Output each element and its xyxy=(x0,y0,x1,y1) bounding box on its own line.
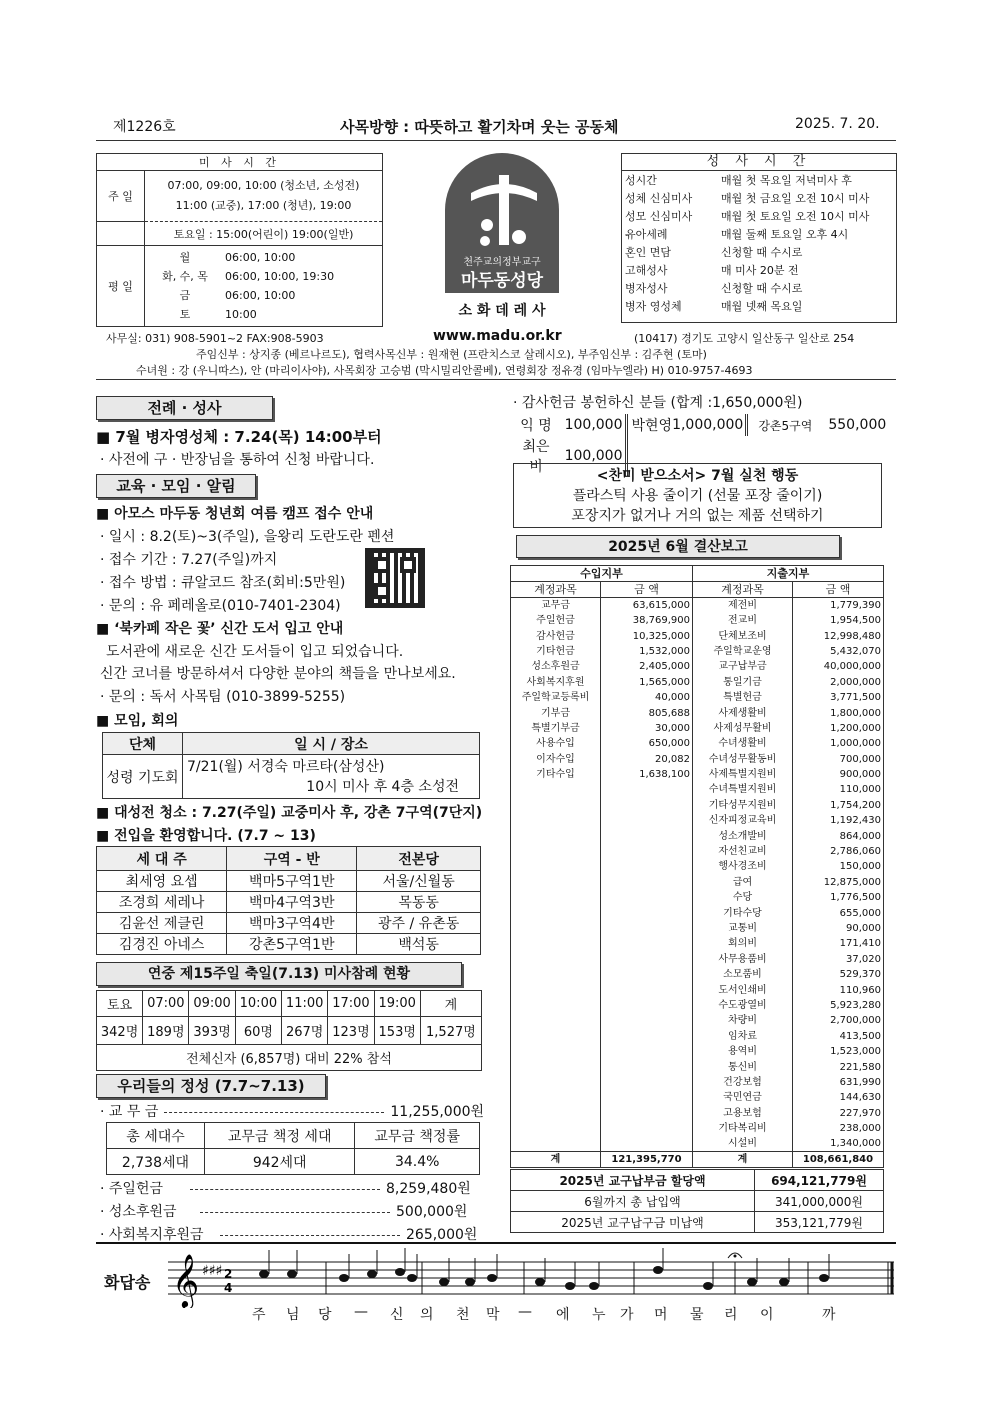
lyric-syllable: 물 xyxy=(690,1307,704,1323)
sacrament-row: 성시간 매월 첫 목요일 저녁미사 후 xyxy=(625,174,852,187)
finance-row: 자선친교비 2,786,060 xyxy=(511,844,884,859)
issue-number: 제1226호 xyxy=(113,119,176,135)
note-head xyxy=(465,1278,475,1286)
dues-table: 총 세대수 교무금 책정 세대 교무금 책정률 2,738세대 942세대 34.4% xyxy=(106,1122,480,1175)
finance-row: 임차료 413,500 xyxy=(511,1029,884,1044)
finance-row: 시설비 1,340,000 xyxy=(511,1136,884,1152)
hymn-lyrics xyxy=(168,1304,868,1324)
sacraments-box xyxy=(621,153,897,323)
finance-row: 사용수입 650,000 수녀생활비 1,000,000 xyxy=(511,736,884,751)
sunday-line-2: 11:00 (교중), 17:00 (청년), 19:00 xyxy=(175,199,352,212)
sacraments-title: 성 사 시 간 xyxy=(622,154,896,171)
offering-row: · 사회복지후원금 265,000원 xyxy=(100,1227,478,1243)
finance-row: 건강보험 631,990 xyxy=(511,1075,884,1090)
finance-row: 고용보험 227,970 xyxy=(511,1106,884,1121)
finance-row: 용역비 1,523,000 xyxy=(511,1044,884,1059)
lyric-syllable: — xyxy=(354,1304,368,1320)
finance-row: 특별기부금 30,000 사제성무활비 1,200,000 xyxy=(511,721,884,736)
attendance-table: 토요 07:00 09:00 10:00 11:00 17:00 19:00 계 342명 189명 393명 60명 267명 123명 153명 1,527명 전체신자 (6,857명) 대비 22% 참석 xyxy=(96,990,482,1071)
finance-row: 차량비 2,700,000 xyxy=(511,1013,884,1028)
lyric-syllable: 신 xyxy=(390,1307,404,1323)
note-head xyxy=(395,1268,405,1276)
parish-logo xyxy=(445,153,559,293)
saturday-line: 토요일 : 15:00(어린이) 19:00(일반) xyxy=(145,222,383,246)
gyomugeum-row: · 교 무 금 11,255,000원 xyxy=(100,1104,485,1120)
finance-row: 기타수당 655,000 xyxy=(511,905,884,920)
sunday-label: 주 일 xyxy=(97,171,145,222)
finance-row: 행사경조비 150,000 xyxy=(511,859,884,874)
thanks-table: 익 명 100,000 박현영 1,000,000 강촌5구역 550,000 최은비 100,000 xyxy=(516,414,886,476)
address: (10417) 경기도 고양시 일산동구 일산로 254 xyxy=(634,332,855,345)
offering-title: 우리들의 정성 (7.7~7.13) xyxy=(96,1074,326,1098)
finance-row: 회의비 171,410 xyxy=(511,936,884,951)
book-line: · 문의 : 독서 사목팀 (010-3899-5255) xyxy=(100,689,346,705)
finance-row: 기타복리비 238,000 xyxy=(511,1121,884,1136)
liturgy-section-title: 전례 · 성사 xyxy=(96,396,273,420)
attendance-title: 연중 제15주일 축일(7.13) 미사참례 현황 xyxy=(96,962,462,986)
sacrament-row: 유아세례 매월 둘째 토요일 오후 4시 xyxy=(625,228,849,241)
finance-row: 성소개발비 864,000 xyxy=(511,828,884,843)
qr-code-icon[interactable] xyxy=(365,548,425,608)
lyric-syllable: — xyxy=(518,1304,532,1320)
camp-line: · 접수 방법 : 큐알코드 참조(회비:5만원) xyxy=(100,575,346,591)
lyric-syllable: 머 xyxy=(654,1307,668,1323)
note-head xyxy=(439,1278,449,1286)
attendance-summary: 전체신자 (6,857명) 대비 22% 참석 xyxy=(97,1045,482,1071)
header-rule xyxy=(96,140,896,141)
finance-row: 기부금 805,688 사제생활비 1,800,000 xyxy=(511,705,884,720)
finance-summary: 2025년 교구납부금 할당액 694,121,779원 6월까지 총 납입액 341,000,000원 2025년 교구납구금 미납액 353,121,779원 xyxy=(510,1169,884,1233)
thanks-title: · 감사헌금 봉헌하신 분들 (합계 :1,650,000원) xyxy=(513,395,803,411)
finance-row: 국민연금 144,630 xyxy=(511,1090,884,1105)
welcome-row: 최세영 요셉 백마5구역1반 서울/신월동 xyxy=(97,871,481,892)
patron-saint: 소 화 데 레 사 xyxy=(458,303,546,319)
book-line: 도서관에 새로운 신간 도서들이 입고 되었습니다. xyxy=(106,644,404,660)
finance-row: 기타성무지원비 1,754,200 xyxy=(511,798,884,813)
issue-date: 2025. 7. 20. xyxy=(795,116,880,132)
welcome-table: 세 대 주 구역 - 반 전본당 최세영 요셉 백마5구역1반 서울/신월동 조경희 세레나 백마4구역3반 목동동 김윤선 제클린 백마3구역4반 광주 / 유촌동 김경진 아네스 강촌5구역1반 백석동 xyxy=(96,846,481,955)
sacrament-row: 고해성사 매 미사 20분 전 xyxy=(625,264,799,277)
sacrament-row: 성체 신심미사 매월 첫 금요일 오전 10시 미사 xyxy=(625,192,870,205)
camp-line: · 일시 : 8.2(토)~3(주일), 을왕리 도란도란 펜션 xyxy=(100,529,395,545)
sick-communion-note: · 사전에 구 · 반장님을 통하여 신청 바랍니다. xyxy=(100,452,375,468)
sick-communion-notice: ■ 7월 병자영성체 : 7.24(목) 14:00부터 xyxy=(96,428,382,446)
hymn-label: 화답송 xyxy=(104,1273,151,1292)
finance-row: 수도광열비 5,923,280 xyxy=(511,998,884,1013)
note-head xyxy=(653,1266,663,1274)
sunday-line-1: 07:00, 09:00, 10:00 (청소년, 소성전) xyxy=(167,179,360,192)
camp-line: · 문의 : 유 페레올로(010-7401-2304) xyxy=(100,598,341,614)
note-head xyxy=(747,1278,757,1286)
finance-row: 통신비 221,580 xyxy=(511,1059,884,1074)
finance-table: 수입지부 지출지부 계정과목 금 액 계정과목 금 액 교무금 63,615,000 제전비 1,779,390 주일헌금 38,769,900 전교비 1,954,500 감사헌금 10,325,000 단체보조비 12,998,480 기타헌금 1,532,000 주일학교운영 5,432,070 성소후원금 2,405,000 교구납부금 40,000,000 사회복지후원 1,565,000 통일기금 2,000,000 주일학교등록비 40,000 특별헌금 3,771,500 기부금 805,688 사제생활비 1,800,000 특별기부금 30,000 사제성무활비 1,200,000 사용수입 650,000 수녀생활비 1,000,000 이자수입 20,082 수녀성무활동비 700,000 기타수입 1,638,100 사제특별지원비 900,000 수녀특별지원비 110,000 기타성무지원비 1,754,200 신자피정교육비 1,192,430 성소개발비 864,000 자선친교비 2,786,060 행사경조비 150,000 급여 12,875,000 수당 1,776,500 기타수당 655,000 교통비 90,000 회의비 171,410 사무용품비 37,020 소모품비 529,370 도서인쇄비 110,960 수도광열비 5,923,280 차량비 2,700,000 임차료 413,500 용역비 1,523,000 통신비 221,580 건강보험 631,990 국민연금 144,630 고용보험 227,970 기타복리비 238,000 시설비 1,340,000 계 121,395,770 계 108,661,840 xyxy=(510,565,884,1168)
lyric-syllable: 이 xyxy=(760,1307,774,1323)
lyric-syllable: 리 xyxy=(724,1307,738,1323)
finance-row: 감사헌금 10,325,000 단체보조비 12,998,480 xyxy=(511,628,884,643)
laudato-box: <찬미 받으소서> 7월 실천 행동 플라스틱 사용 줄이기 (선물 포장 줄이기) 포장지가 없거나 거의 없는 제품 선택하기 xyxy=(513,463,882,528)
finance-row: 기타헌금 1,532,000 주일학교운영 5,432,070 xyxy=(511,644,884,659)
lyric-syllable: 님 xyxy=(286,1307,300,1323)
note-head xyxy=(407,1274,417,1282)
contact-rule xyxy=(96,379,896,380)
lyric-syllable: 까 xyxy=(822,1307,836,1323)
svg-text:4: 4 xyxy=(224,1281,233,1295)
finance-row: 이자수입 20,082 수녀성무활동비 700,000 xyxy=(511,752,884,767)
weekday-row: 화, 수, 목 06:00, 10:00, 19:30 xyxy=(162,270,335,283)
logo-diocese: 천주교의정부교구 xyxy=(463,257,541,268)
lyric-syllable: 의 xyxy=(420,1307,434,1323)
note-head xyxy=(487,1274,497,1282)
finance-row: 수당 1,776,500 xyxy=(511,890,884,905)
welcome-row: 김경진 아네스 강촌5구역1반 백석동 xyxy=(97,934,481,955)
cleaning-notice: ■ 대성전 청소 : 7.27(주일) 교중미사 후, 강촌 7구역(7단지) xyxy=(96,805,483,821)
svg-text:♯♯♯: ♯♯♯ xyxy=(202,1263,223,1279)
finance-row: 수녀특별지원비 110,000 xyxy=(511,782,884,797)
note-head xyxy=(339,1274,349,1282)
finance-row: 사회복지후원 1,565,000 통일기금 2,000,000 xyxy=(511,675,884,690)
finance-row: 사무용품비 37,020 xyxy=(511,952,884,967)
lyric-syllable: 당 xyxy=(318,1307,332,1323)
note-head xyxy=(565,1282,575,1290)
book-title: ■ ‘북카페 작은 꽃’ 신간 도서 입고 안내 xyxy=(96,621,344,637)
logo-parish: 마두동성당 xyxy=(460,271,544,291)
finance-row: 성소후원금 2,405,000 교구납부금 40,000,000 xyxy=(511,659,884,674)
weekday-label: 평 일 xyxy=(97,246,145,327)
sacrament-row: 혼인 면담 신청할 때 수시로 xyxy=(625,246,803,259)
finance-row: 교무금 63,615,000 제전비 1,779,390 xyxy=(511,598,884,614)
weekday-row: 월 06:00, 10:00 xyxy=(179,251,296,264)
welcome-row: 김윤선 제클린 백마3구역4반 광주 / 유촌동 xyxy=(97,913,481,934)
offering-row: · 성소후원금 500,000원 xyxy=(100,1204,468,1220)
lyric-syllable: 가 xyxy=(620,1307,634,1323)
note-head xyxy=(287,1270,297,1278)
welcome-row: 조경희 세레나 백마4구역3반 목동동 xyxy=(97,892,481,913)
education-section-title: 교육 · 모임 · 알림 xyxy=(96,474,256,498)
note-head xyxy=(367,1270,377,1278)
note-head xyxy=(819,1274,829,1282)
meeting-title: ■ 모임, 회의 xyxy=(96,713,179,729)
offering-row: · 주일헌금 8,259,480원 xyxy=(100,1181,471,1197)
finance-row: 교통비 90,000 xyxy=(511,921,884,936)
lyric-syllable: 주 xyxy=(252,1307,266,1323)
clergy-line: 주임신부 : 상지종 (베르나르도), 협력사목신부 : 원재현 (프란치스코 살레시오), 부주임신부 : 김주현 (토마) xyxy=(196,348,707,361)
mass-times-title: 미 사 시 간 xyxy=(97,154,383,171)
lyric-syllable: 천 xyxy=(456,1307,470,1323)
hymn-staff xyxy=(168,1248,898,1308)
sacrament-row: 병자 영성체 매월 넷째 목요일 xyxy=(625,300,803,313)
camp-title: ■ 아모스 마두동 청년회 여름 캠프 접수 안내 xyxy=(96,506,374,522)
camp-line: · 접수 기간 : 7.27(주일)까지 xyxy=(100,552,278,568)
mass-times-box xyxy=(96,153,383,327)
lyric-syllable: 에 xyxy=(556,1307,570,1323)
note-head xyxy=(589,1282,599,1290)
note-head xyxy=(259,1270,269,1278)
note-head xyxy=(779,1278,789,1286)
finance-row: 도서인쇄비 110,960 xyxy=(511,982,884,997)
sacrament-row: 성모 신심미사 매월 첫 토요일 오전 10시 미사 xyxy=(625,210,870,223)
book-line: 신간 코너를 방문하셔서 다양한 분야의 책들을 만나보세요. xyxy=(100,666,456,682)
weekday-row: 토 10:00 xyxy=(179,308,257,321)
office-phone: 사무실: 031) 908-5901~2 FAX:908-5903 xyxy=(106,332,324,345)
lyric-syllable: 막 xyxy=(486,1307,500,1323)
pastoral-motto: 사목방향 : 따뜻하고 활기차며 웃는 공동체 xyxy=(340,118,619,136)
meeting-table: 단체 일 시 / 장소 성령 기도회 7/21(월) 서경숙 마르타(삼성산) 10시 미사 후 4층 소성전 xyxy=(102,732,480,799)
svg-text:𝄞: 𝄞 xyxy=(172,1253,200,1307)
sacrament-row: 병자성사 신청할 때 수시로 xyxy=(625,282,803,295)
nuns-line: 수녀원 : 강 (우니따스), 안 (마리이사야), 사목회장 고승범 (막시밀리안콜베), 연령회장 정유경 (임마누엘라) H) 010-9757-4693 xyxy=(136,364,753,377)
finance-row: 급여 12,875,000 xyxy=(511,875,884,890)
website-link[interactable]: www.madu.or.kr xyxy=(433,328,562,344)
note-head xyxy=(703,1282,713,1290)
welcome-title: ■ 전입을 환영합니다. (7.7 ~ 13) xyxy=(96,828,316,844)
finance-row: 신자피정교육비 1,192,430 xyxy=(511,813,884,828)
hymn-rule xyxy=(96,1242,896,1244)
note-head xyxy=(535,1278,545,1286)
finance-title: 2025년 6월 결산보고 xyxy=(516,535,840,558)
finance-row: 주일헌금 38,769,900 전교비 1,954,500 xyxy=(511,613,884,628)
svg-text:2: 2 xyxy=(224,1267,233,1281)
finance-row: 소모품비 529,370 xyxy=(511,967,884,982)
weekday-row: 금 06:00, 10:00 xyxy=(179,289,296,302)
finance-row: 주일학교등록비 40,000 특별헌금 3,771,500 xyxy=(511,690,884,705)
lyric-syllable: 누 xyxy=(592,1307,606,1323)
finance-row: 기타수입 1,638,100 사제특별지원비 900,000 xyxy=(511,767,884,782)
